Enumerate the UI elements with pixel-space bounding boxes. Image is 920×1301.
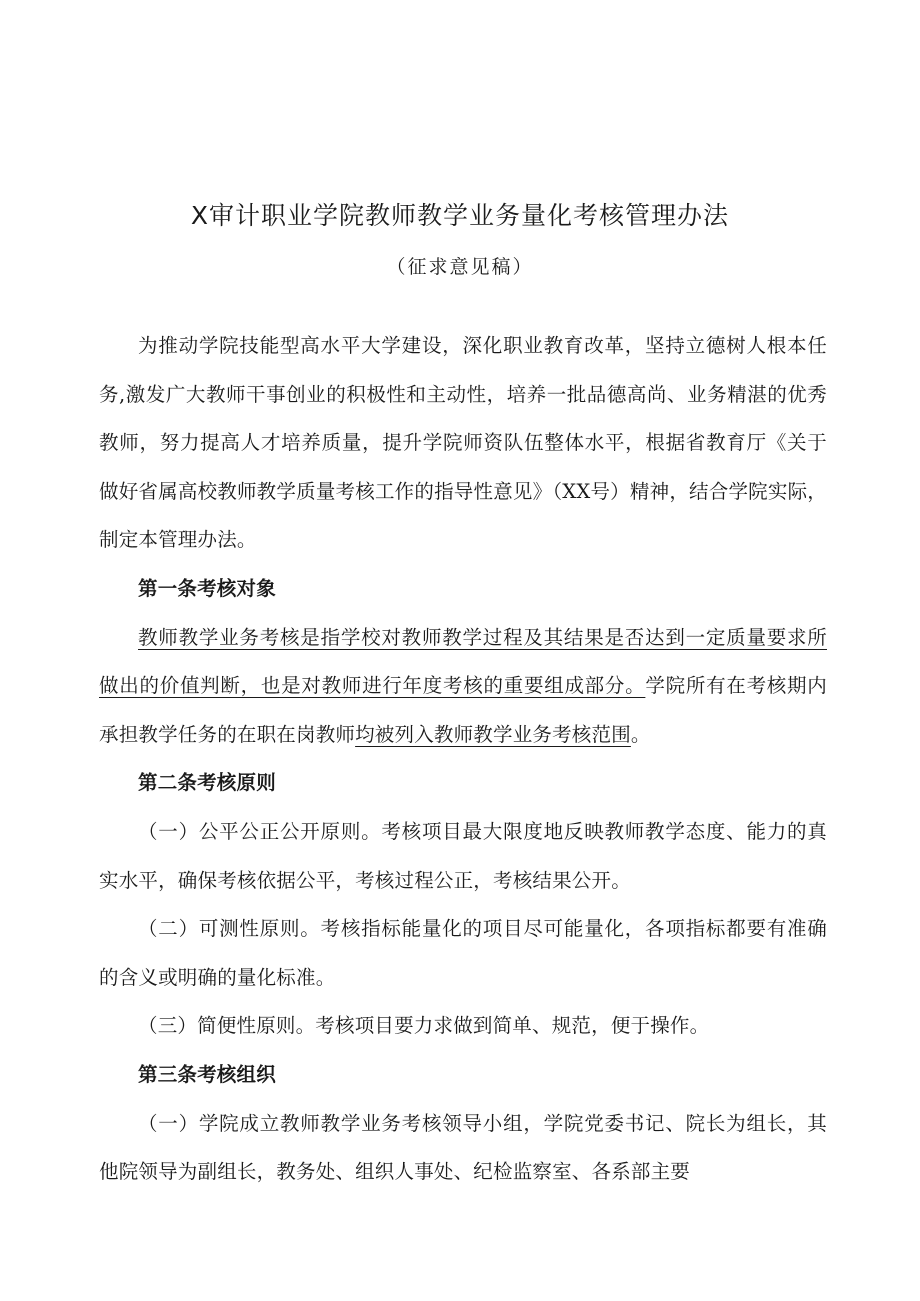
article-1-text: 学院所有在考核期内承担教学任务的在职在岗教师 — [99, 674, 827, 746]
article-1-heading: 第一条考核对象 — [138, 576, 276, 600]
article-1-paragraph — [99, 614, 827, 760]
article-3-item-1: （一）学院成立教师教学业务考核领导小组，学院党委书记、院长为组长，其他院领导为副组长，教务处、组织人事处、纪检监察室、各系部主要 — [99, 1111, 827, 1184]
article-2-item-1: （一）公平公正公开原则。考核项目最大限度地反映教师教学态度、能力的真实水平，确保考核依据公平，考核过程公正，考核结果公开。 — [99, 819, 827, 892]
document-subtitle: （征求意见稿） — [386, 256, 534, 278]
document-title: X审计职业学院教师教学业务量化考核管理办法 — [190, 201, 730, 230]
article-2-item-3: （三）简便性原则。考核项目要力求做到简单、规范，便于操作。 — [138, 1014, 710, 1038]
article-2-heading: 第二条考核原则 — [138, 771, 276, 795]
document-body — [99, 322, 827, 1197]
intro-paragraph: 为推动学院技能型高水平大学建设，深化职业教育改革，坚持立德树人根本任务,激发广大教师干事创业的积极性和主动性，培养一批品德高尚、业务精湛的优秀教师，努力提高人才培养质量，提升学院师资队伍整体水平，根据省教育厅《关于做好省属高校教师教学质量考核工作的指导性意见》（XX号）精神，结合学院实际，制定本管理办法。 — [99, 334, 827, 552]
article-2-item-2: （二）可测性原则。考核指标能量化的项目尽可能量化，各项指标都要有准确的含义或明确的量化标准。 — [99, 917, 827, 989]
article-1-underlined-scope: 均被列入教师教学业务考核范围 — [355, 722, 631, 746]
article-1-end: 。 — [630, 722, 651, 746]
article-3-heading: 第三条考核组织 — [138, 1062, 276, 1086]
article-1-underlined-text: 教师教学业务考核是指学校对教师教学过程及其结果是否达到一定质量要求所做出的价值判断，也是对教师进行年度考核的重要组成部分。 — [99, 625, 827, 698]
